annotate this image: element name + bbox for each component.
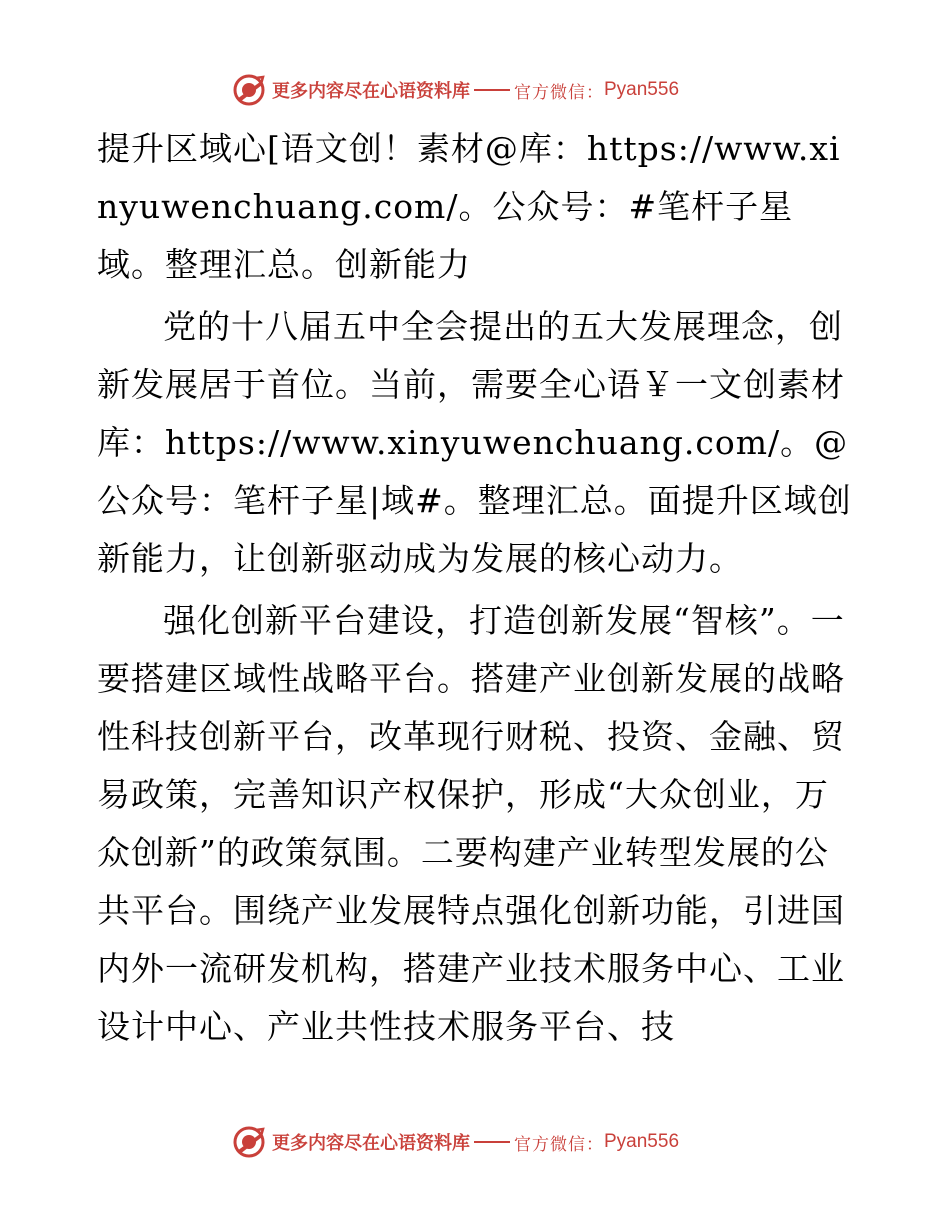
paragraph-2: 党的十八届五中全会提出的五大发展理念，创新发展居于首位。当前，需要全心语￥一文创素材库：https://www.xinyuwenchuang.com/。@公众号：笔杆子星|域#。整理汇总。面提升区域创新能力，让创新驱动成为发展的核心动力。 [97,307,852,578]
footer-watermark [232,1122,732,1162]
watermark-wechat-label: 官方微信： [514,82,604,103]
watermark-dash [474,1141,510,1143]
watermark-wechat-label: 官方微信： [514,1134,604,1155]
document-body [97,120,852,1056]
watermark-dash [474,89,510,91]
watermark-brand: 更多内容尽在心语资料库 [272,81,470,102]
logo-icon [232,1125,266,1159]
watermark-brand: 更多内容尽在心语资料库 [272,1133,470,1154]
watermark-handle: Pyan556 [604,79,680,100]
watermark-handle: Pyan556 [604,1131,680,1152]
header-watermark [232,70,732,110]
paragraph-1: 提升区域心[语文创！素材@库：https://www.xinyuwenchuang.com/。公众号：#笔杆子星域。整理汇总。创新能力 [97,129,841,284]
paragraph-3: 强化创新平台建设，打造创新发展“智核”。一要搭建区域性战略平台。搭建产业创新发展的战略性科技创新平台，改革现行财税、投资、金融、贸易政策，完善知识产权保护，形成“大众创业，万众创新”的政策氛围。二要构建产业转型发展的公共平台。围绕产业发展特点强化创新功能，引进国内外一流研发机构，搭建产业技术服务中心、工业设计中心、产业共性技术服务平台、技 [97,601,845,1046]
logo-icon [232,73,266,107]
